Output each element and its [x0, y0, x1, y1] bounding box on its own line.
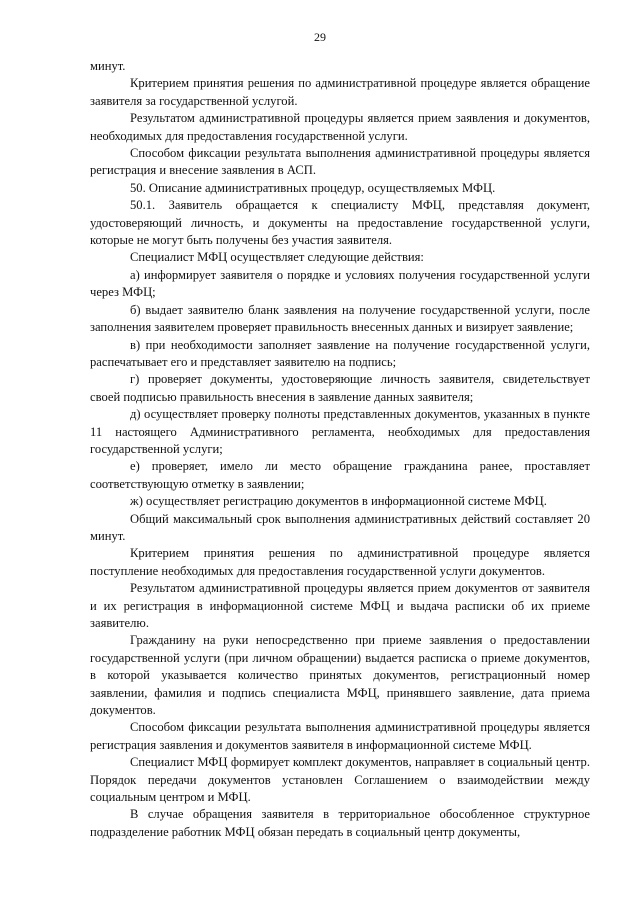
list-item: е) проверяет, имело ли место обращение гражданина ранее, проставляет соответствующую отметку в заявлении;: [90, 459, 590, 491]
paragraph: Критерием принятия решения по административной процедуре является поступление необходимых для предоставления государственной услуги документов.: [90, 546, 590, 578]
list-item: ж) осуществляет регистрацию документов в информационной системе МФЦ.: [130, 494, 547, 509]
paragraph: Результатом административной процедуры является прием заявления и документов, необходимых для предоставления государственной услуги.: [90, 111, 590, 143]
list-item: г) проверяет документы, удостоверяющие личность заявителя, свидетельствует своей подписью правильность внесения в заявление данных заявителя;: [90, 372, 590, 404]
paragraph: В случае обращения заявителя в территориальное обособленное структурное подразделение работник МФЦ обязан передать в социальный центр документы,: [90, 807, 590, 839]
paragraph: Гражданину на руки непосредственно при приеме заявления о предоставлении государственной услуги (при личном обращении) выдается расписка о приеме документов, в которой указывается количество принятых документов, регистрационный номер заявлении, фамилия и подпись специалиста МФЦ, принявшего заявление, дата приема документов.: [90, 633, 590, 718]
paragraph: 50.1. Заявитель обращается к специалисту МФЦ, представляя документ, удостоверяющий личность, и документы на предоставление государственной услуги, которые не могут быть получены без участия заявителя.: [90, 198, 590, 248]
section-heading: 50. Описание административных процедур, осуществляемых МФЦ.: [130, 180, 496, 195]
paragraph: минут.: [90, 59, 126, 73]
paragraph: Общий максимальный срок выполнения административных действий составляет 20 минут.: [90, 511, 590, 543]
paragraph: Критерием принятия решения по административной процедуре является обращение заявителя за государственной услугой.: [90, 76, 590, 108]
list-item: б) выдает заявителю бланк заявления на получение государственной услуги, после заполнения заявителем проверяет правильность внесенных данных и визирует заявление;: [90, 302, 590, 335]
paragraph: Результатом административной процедуры является прием документов от заявителя и их регистрация в информационной системе МФЦ и выдача расписки об их приеме заявителю.: [90, 581, 590, 630]
list-item: в) при необходимости заполняет заявление на получение государственной услуги, распечатывает его и представляет заявителю на подпись;: [90, 337, 590, 369]
paragraph: Способом фиксации результата выполнения административной процедуры является регистрация и внесение заявления в АСП.: [90, 146, 590, 178]
list-item: а) информирует заявителя о порядке и условиях получения государственной услуги через МФЦ;: [90, 267, 590, 300]
paragraph: Специалист МФЦ осуществляет следующие действия:: [130, 250, 424, 265]
document-body: [90, 58, 590, 841]
paragraph: Способом фиксации результата выполнения административной процедуры является регистрация заявления и документов заявителя в информационной системе МФЦ.: [90, 720, 590, 752]
paragraph: Специалист МФЦ формирует комплект документов, направляет в социальный центр. Порядок передачи документов установлен Соглашением о взаимодействии между социальным центром и МФЦ.: [90, 755, 590, 805]
list-item: д) осуществляет проверку полноты представленных документов, указанных в пункте 11 настоящего Административного регламента, необходимых для предоставления государственной услуги;: [90, 407, 590, 456]
page-number: 29: [314, 30, 326, 44]
